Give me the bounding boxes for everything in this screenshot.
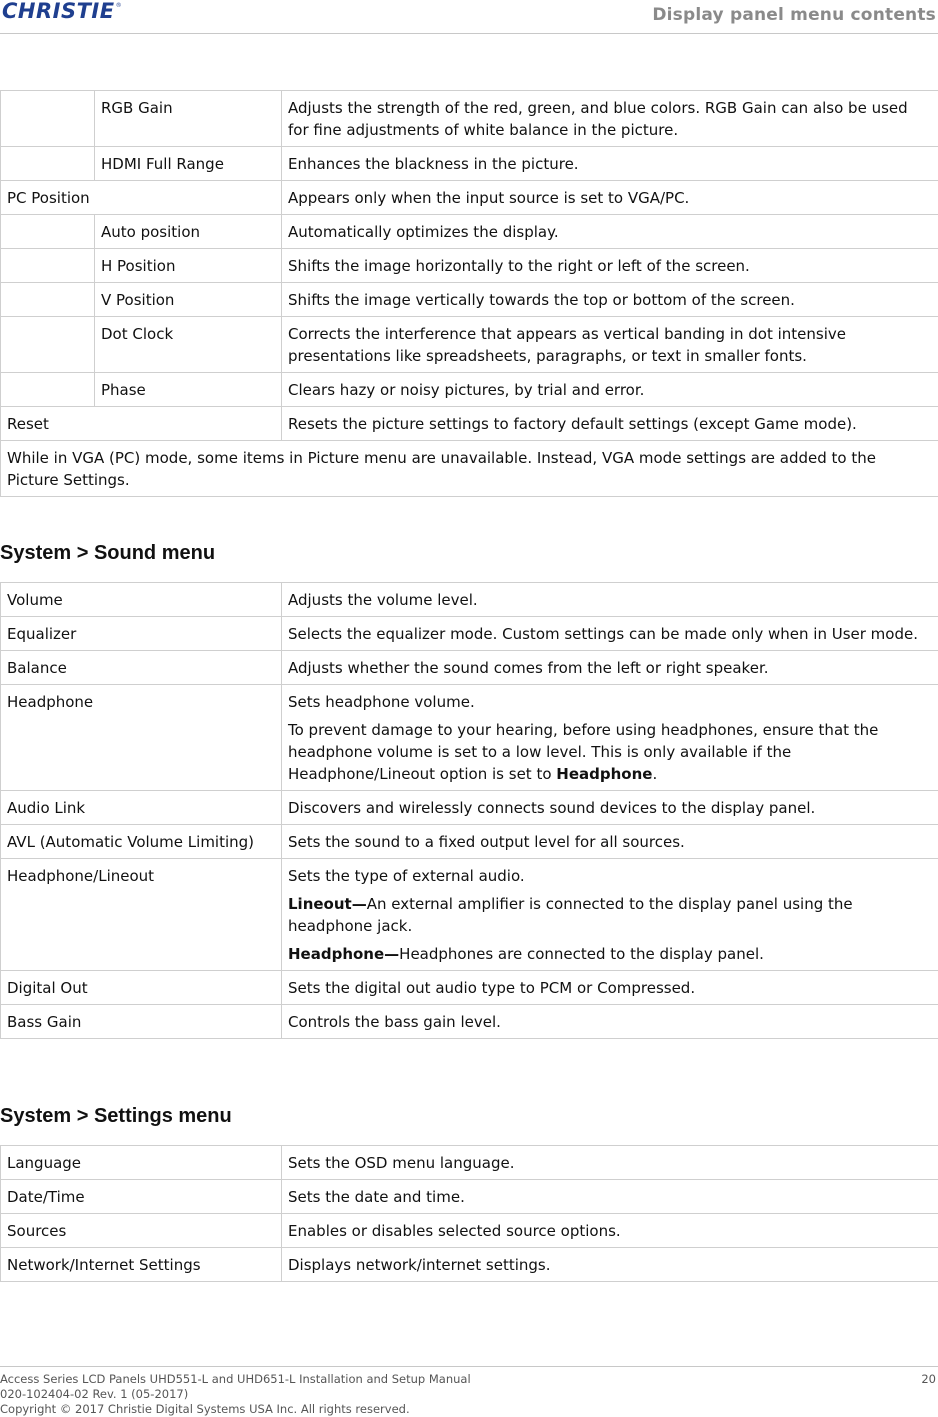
menu-item-name: Digital Out: [1, 971, 282, 1005]
menu-item-name: Network/Internet Settings: [1, 1248, 282, 1282]
page-header: [0, 0, 938, 34]
menu-item-description: Selects the equalizer mode. Custom settings can be made only when in User mode.: [282, 617, 938, 651]
menu-item-name: Balance: [1, 651, 282, 685]
option-lineout: [288, 893, 932, 937]
menu-item-name: V Position: [95, 283, 282, 317]
option-label: Headphone—: [288, 945, 399, 963]
menu-item-description: Enables or disables selected source options.: [282, 1214, 938, 1248]
menu-item-description: [282, 859, 938, 971]
table-cell-empty: [1, 317, 95, 373]
sound-section-title: System > Sound menu: [0, 542, 215, 565]
option-text: An external amplifier is connected to the display panel using the headphone jack.: [288, 895, 853, 935]
menu-item-name: PC Position: [1, 181, 282, 215]
table-row: [1, 651, 938, 685]
option-label: Lineout—: [288, 895, 367, 913]
option-text: Headphones are connected to the display panel.: [399, 945, 764, 963]
table-row: [1, 1214, 938, 1248]
note-end: .: [652, 765, 657, 783]
footer-copyright: Copyright © 2017 Christie Digital Systems USA Inc. All rights reserved.: [0, 1402, 471, 1417]
table-cell-empty: [1, 147, 95, 181]
table-row: [1, 283, 938, 317]
menu-item-name: H Position: [95, 249, 282, 283]
table-row: [1, 1180, 938, 1214]
description-note: [288, 719, 932, 785]
menu-item-description: Shifts the image horizontally to the right or left of the screen.: [282, 249, 938, 283]
menu-item-name: Headphone/Lineout: [1, 859, 282, 971]
menu-item-description: [282, 685, 938, 791]
table-note: While in VGA (PC) mode, some items in Picture menu are unavailable. Instead, VGA mode settings are added to the Picture Settings.: [1, 441, 938, 497]
option-headphone: [288, 943, 932, 965]
table-row: [1, 407, 938, 441]
menu-item-description: Clears hazy or noisy pictures, by trial and error.: [282, 373, 938, 407]
footer-text: [0, 1372, 471, 1417]
menu-item-name: Sources: [1, 1214, 282, 1248]
menu-item-name: Language: [1, 1146, 282, 1180]
sound-menu-table: [0, 582, 938, 1039]
menu-item-name: Headphone: [1, 685, 282, 791]
table-row: [1, 825, 938, 859]
table-row: [1, 617, 938, 651]
table-row: [1, 181, 938, 215]
menu-item-description: Adjusts the volume level.: [282, 583, 938, 617]
menu-item-description: Displays network/internet settings.: [282, 1248, 938, 1282]
menu-item-description: Controls the bass gain level.: [282, 1005, 938, 1039]
menu-item-name: Phase: [95, 373, 282, 407]
note-text: To prevent damage to your hearing, before using headphones, ensure that the headphone volume is set to a low level. This is only available if the Headphone/Lineout option is set to: [288, 721, 878, 783]
page-number: 20: [921, 1372, 936, 1386]
menu-item-description: Resets the picture settings to factory default settings (except Game mode).: [282, 407, 938, 441]
table-row: [1, 317, 938, 373]
table-row: [1, 971, 938, 1005]
menu-item-name: Auto position: [95, 215, 282, 249]
menu-item-name: Reset: [1, 407, 282, 441]
menu-item-description: Adjusts the strength of the red, green, and blue colors. RGB Gain can also be used for fine adjustments of white balance in the picture.: [282, 91, 938, 147]
page-footer: [0, 1366, 938, 1367]
table-row: [1, 583, 938, 617]
table-row: [1, 249, 938, 283]
menu-item-description: Corrects the interference that appears as vertical banding in dot intensive presentations like spreadsheets, paragraphs, or text in smaller fonts.: [282, 317, 938, 373]
menu-item-description: Sets the sound to a fixed output level for all sources.: [282, 825, 938, 859]
menu-item-name: Audio Link: [1, 791, 282, 825]
table-row: [1, 1005, 938, 1039]
table-row: [1, 859, 938, 971]
menu-item-description: Shifts the image vertically towards the top or bottom of the screen.: [282, 283, 938, 317]
menu-item-name: HDMI Full Range: [95, 147, 282, 181]
menu-item-name: Date/Time: [1, 1180, 282, 1214]
table-cell-empty: [1, 373, 95, 407]
table-cell-empty: [1, 91, 95, 147]
table-row: [1, 147, 938, 181]
menu-item-name: AVL (Automatic Volume Limiting): [1, 825, 282, 859]
menu-item-description: Sets the date and time.: [282, 1180, 938, 1214]
footer-revision: 020-102404-02 Rev. 1 (05-2017): [0, 1387, 471, 1402]
logo-trademark: ®: [116, 2, 122, 9]
menu-item-name: Dot Clock: [95, 317, 282, 373]
table-row: [1, 791, 938, 825]
picture-settings-table: [0, 90, 938, 497]
table-cell-empty: [1, 283, 95, 317]
menu-item-description: Adjusts whether the sound comes from the left or right speaker.: [282, 651, 938, 685]
menu-item-description: Appears only when the input source is set to VGA/PC.: [282, 181, 938, 215]
table-row: [1, 1146, 938, 1180]
header-title: Display panel menu contents: [652, 5, 936, 25]
menu-item-description: Automatically optimizes the display.: [282, 215, 938, 249]
note-bold: Headphone: [556, 765, 652, 783]
menu-item-description: Sets the digital out audio type to PCM or Compressed.: [282, 971, 938, 1005]
christie-logo: [2, 0, 122, 22]
logo-text: CHRISTIE: [2, 0, 115, 22]
description-text: Sets the type of external audio.: [288, 865, 932, 887]
table-row: [1, 373, 938, 407]
menu-item-name: Equalizer: [1, 617, 282, 651]
table-row: [1, 1248, 938, 1282]
menu-item-description: Enhances the blackness in the picture.: [282, 147, 938, 181]
settings-section-title: System > Settings menu: [0, 1105, 232, 1128]
table-note-row: [1, 441, 938, 497]
table-row: [1, 215, 938, 249]
menu-item-description: Sets the OSD menu language.: [282, 1146, 938, 1180]
table-row: [1, 685, 938, 791]
table-row: [1, 91, 938, 147]
menu-item-name: Bass Gain: [1, 1005, 282, 1039]
table-cell-empty: [1, 215, 95, 249]
menu-item-name: Volume: [1, 583, 282, 617]
menu-item-description: Discovers and wirelessly connects sound devices to the display panel.: [282, 791, 938, 825]
menu-item-name: RGB Gain: [95, 91, 282, 147]
footer-manual-title: Access Series LCD Panels UHD551-L and UHD651-L Installation and Setup Manual: [0, 1372, 471, 1387]
description-text: Sets headphone volume.: [288, 691, 932, 713]
table-cell-empty: [1, 249, 95, 283]
settings-menu-table: [0, 1145, 938, 1282]
